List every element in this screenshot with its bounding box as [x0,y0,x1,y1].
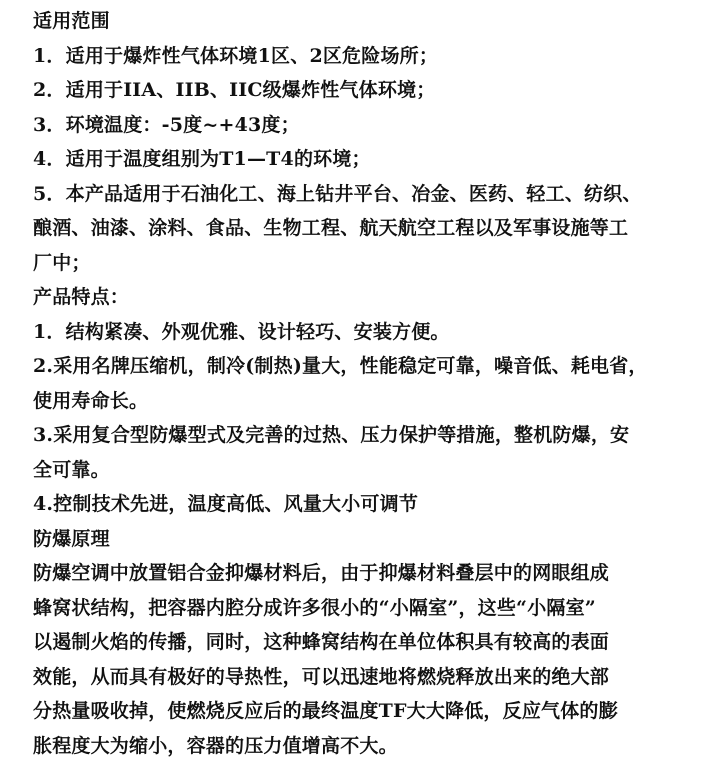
scope-item-1: 1．适用于爆炸性气体环境1区、2区危险场所； [33,44,439,67]
scope-item-5-line-2: 酿酒、油漆、涂料、食品、生物工程、航天航空工程以及军事设施等工 [33,217,629,239]
principle-line-6: 胀程度大为缩小，容器的压力值增高不大。 [33,734,398,757]
feature-item-4: 4.控制技术先进，温度高低、风量大小可调节 [33,493,419,515]
scope-item-5-line-1: 5．本产品适用于石油化工、海上钻井平台、冶金、医药、轻工、纺织、 [33,182,642,205]
feature-item-3-line-2: 全可靠。 [33,458,110,481]
principle-line-5: 分热量吸收掉，使燃烧反应后的最终温度TF大大降低，反应气体的膨 [33,700,618,722]
scope-item-2: 2．适用于IIA、IIB、IIC级爆炸性气体环境； [33,79,436,101]
section-heading-principle: 防爆原理 [33,527,110,550]
scope-item-5-line-3: 厂中； [33,251,91,274]
scope-item-4: 4．适用于温度组别为T1—T4的环境； [33,148,371,170]
principle-line-4: 效能，从而具有极好的导热性，可以迅速地将燃烧释放出来的绝大部 [33,665,610,688]
scope-item-3: 3．环境温度：-5度~+43度； [33,113,300,136]
feature-item-2-line-2: 使用寿命长。 [33,389,149,412]
principle-line-3: 以遏制火焰的传播，同时，这种蜂窝结构在单位体积具有较高的表面 [33,631,610,653]
section-heading-features: 产品特点： [33,286,130,308]
document-body [33,4,713,763]
feature-item-3-line-1: 3.采用复合型防爆型式及完善的过热、压力保护等措施，整机防爆，安 [33,424,630,446]
principle-line-1: 防爆空调中放置铝合金抑爆材料后，由于抑爆材料叠层中的网眼组成 [33,562,610,584]
section-heading-scope: 适用范围 [33,10,110,32]
principle-line-2: 蜂窝状结构，把容器内腔分成许多很小的“小隔室”，这些“小隔室” [33,596,596,619]
feature-item-2-line-1: 2.采用名牌压缩机，制冷(制热)量大，性能稳定可靠，噪音低、耗电省， [33,355,648,377]
feature-item-1: 1．结构紧凑、外观优雅、设计轻巧、安装方便。 [33,320,450,343]
